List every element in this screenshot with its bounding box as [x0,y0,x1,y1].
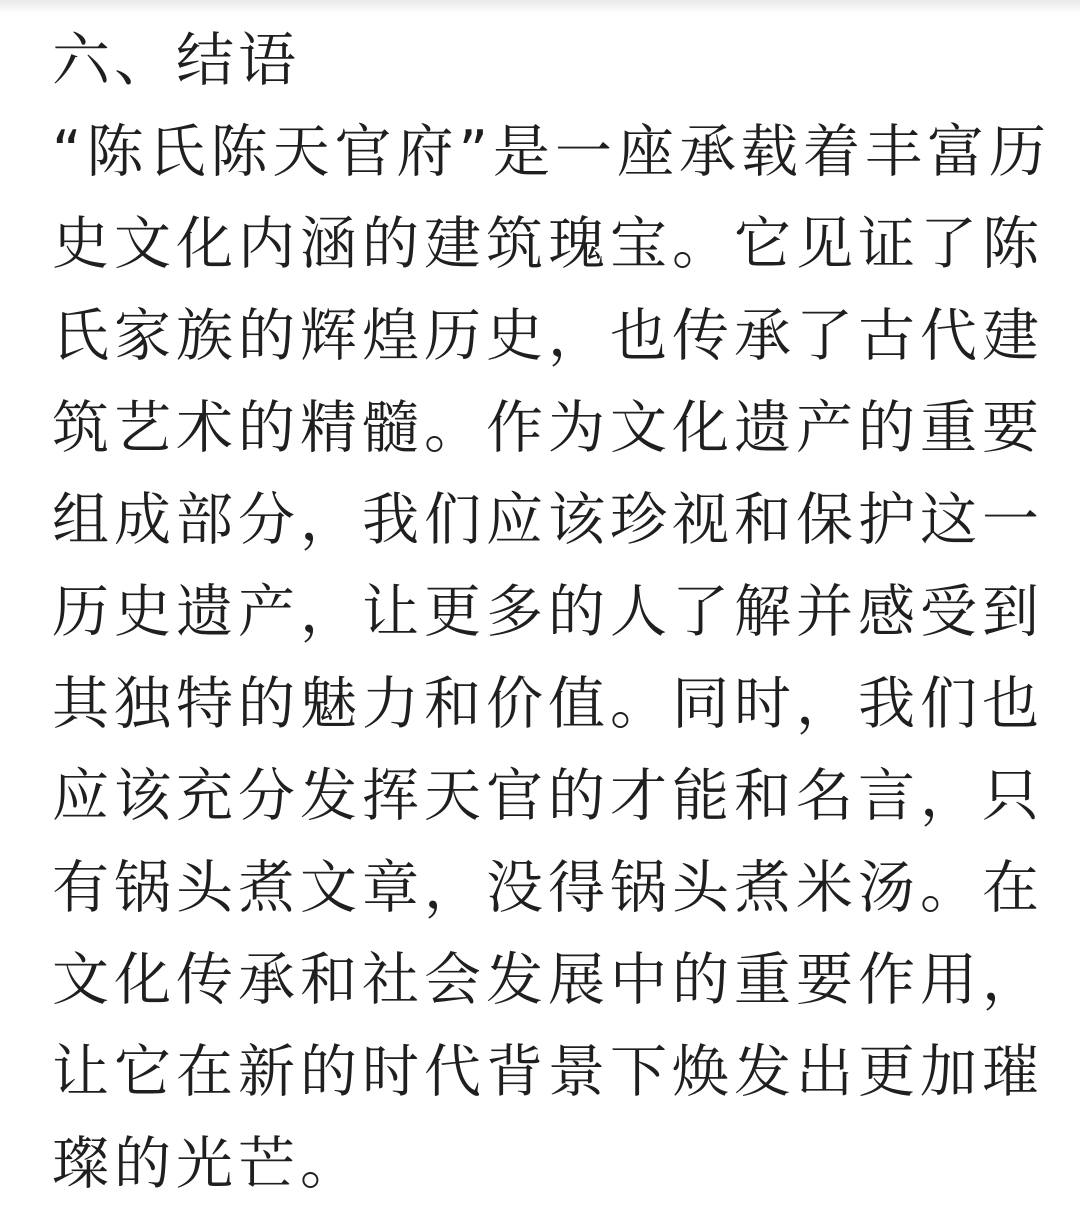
section-heading: 六、结语 [52,26,301,94]
paragraph-line: “陈氏陈天官府”是一座承载着丰富历 [52,119,1052,185]
paragraph-line: 筑艺术的精髓。作为文化遗产的重要 [52,395,1044,461]
paragraph-line: 氏家族的辉煌历史，也传承了古代建 [52,303,1044,369]
top-edge-shadow [0,0,1080,14]
paragraph-line: 应该充分发挥天官的才能和名言，只 [52,763,1044,829]
paragraph-line: 有锅头煮文章，没得锅头煮米汤。在 [52,855,1044,921]
paragraph-line: 文化传承和社会发展中的重要作用， [52,947,1044,1013]
paragraph-line: 璨的光芒。 [52,1131,362,1197]
conclusion-paragraph [52,106,1052,1210]
paragraph-line: 让它在新的时代背景下焕发出更加璀 [52,1039,1044,1105]
article-body [52,14,1052,1210]
paragraph-line: 组成部分，我们应该珍视和保护这一 [52,487,1044,553]
paragraph-line: 史文化内涵的建筑瑰宝。它见证了陈 [52,211,1044,277]
paragraph-line: 其独特的魅力和价值。同时，我们也 [52,671,1044,737]
paragraph-line: 历史遗产，让更多的人了解并感受到 [52,579,1044,645]
